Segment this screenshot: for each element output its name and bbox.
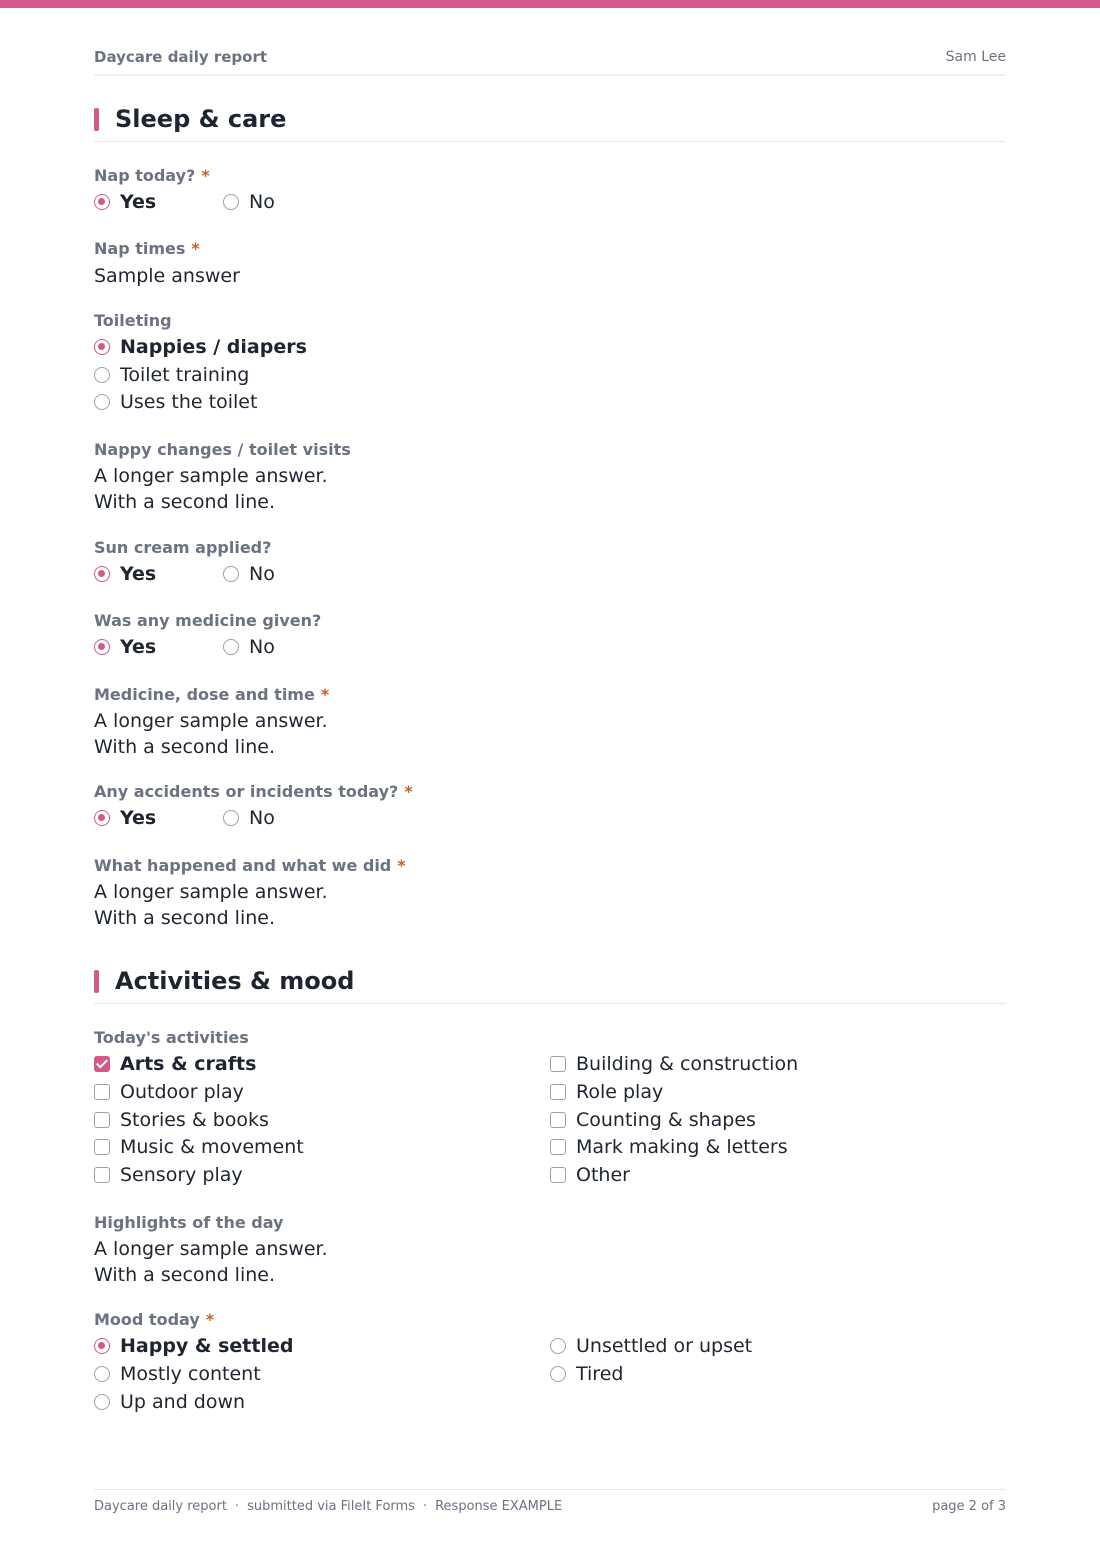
radio-empty-icon [223, 566, 239, 582]
radio-selected-icon [94, 566, 110, 582]
checkbox-empty-icon [550, 1056, 566, 1072]
radio-empty-icon [223, 639, 239, 655]
radio-option-tired[interactable]: Tired [550, 1362, 623, 1386]
radio-option-up-and-down[interactable]: Up and down [94, 1390, 245, 1414]
question-label-highlights: Highlights of the day [94, 1213, 284, 1232]
required-marker: * [201, 166, 210, 185]
page-number: page 2 of 3 [932, 1499, 1006, 1514]
checkbox-empty-icon [550, 1139, 566, 1155]
top-accent-bar [0, 0, 1100, 8]
radio-option-nap-yes[interactable]: Yes [94, 190, 156, 214]
checkbox-empty-icon [550, 1112, 566, 1128]
checkbox-counting-shapes[interactable]: Counting & shapes [550, 1108, 756, 1132]
radio-selected-icon [94, 639, 110, 655]
question-label-sun-cream: Sun cream applied? [94, 538, 272, 557]
section-title: Sleep & care [115, 105, 287, 133]
checkbox-stories-books[interactable]: Stories & books [94, 1108, 269, 1132]
checkbox-outdoor-play[interactable]: Outdoor play [94, 1080, 244, 1104]
answer-highlights-line2: With a second line. [94, 1264, 275, 1286]
page-header [94, 48, 1006, 76]
answer-what-happened-line2: With a second line. [94, 907, 275, 929]
answer-what-happened-line1: A longer sample answer. [94, 881, 328, 903]
page-footer [94, 1489, 1006, 1519]
checkbox-empty-icon [94, 1167, 110, 1183]
footer-separator: · [234, 1499, 240, 1514]
answer-highlights-line1: A longer sample answer. [94, 1238, 328, 1260]
radio-selected-icon [94, 194, 110, 210]
radio-option-sun-cream-no[interactable]: No [223, 562, 275, 586]
radio-option-uses-toilet[interactable]: Uses the toilet [94, 390, 257, 414]
radio-empty-icon [550, 1338, 566, 1354]
checkbox-empty-icon [550, 1167, 566, 1183]
question-label-accidents: Any accidents or incidents today? * [94, 782, 413, 801]
footer-submitted-via: submitted via FileIt Forms [247, 1499, 415, 1514]
radio-option-toilet-training[interactable]: Toilet training [94, 363, 249, 387]
radio-option-medicine-no[interactable]: No [223, 635, 275, 659]
section-accent-bar [94, 970, 99, 993]
footer-info [94, 1499, 562, 1514]
question-label-nap-times: Nap times * [94, 239, 200, 258]
radio-empty-icon [223, 194, 239, 210]
section-header-sleep [94, 102, 1006, 142]
radio-option-accidents-no[interactable]: No [223, 806, 275, 830]
checkbox-empty-icon [94, 1112, 110, 1128]
section-header-activities [94, 964, 1006, 1004]
checkbox-mark-making[interactable]: Mark making & letters [550, 1135, 788, 1159]
radio-option-nappies[interactable]: Nappies / diapers [94, 335, 307, 359]
respondent-name: Sam Lee [945, 49, 1006, 65]
section-accent-bar [94, 108, 99, 131]
required-marker: * [397, 856, 406, 875]
radio-selected-icon [94, 1338, 110, 1354]
radio-selected-icon [94, 810, 110, 826]
checkbox-other[interactable]: Other [550, 1163, 630, 1187]
footer-form-name: Daycare daily report [94, 1499, 227, 1514]
radio-option-accidents-yes[interactable]: Yes [94, 806, 156, 830]
radio-option-nap-no[interactable]: No [223, 190, 275, 214]
radio-option-mostly-content[interactable]: Mostly content [94, 1362, 261, 1386]
required-marker: * [191, 239, 200, 258]
radio-option-medicine-yes[interactable]: Yes [94, 635, 156, 659]
question-label-activities: Today's activities [94, 1028, 249, 1047]
required-marker: * [205, 1310, 215, 1329]
required-marker: * [320, 685, 330, 704]
answer-nappy-changes-line1: A longer sample answer. [94, 465, 328, 487]
question-label-what-happened: What happened and what we did * [94, 856, 406, 875]
radio-empty-icon [94, 1394, 110, 1410]
footer-response: Response EXAMPLE [435, 1499, 563, 1514]
radio-empty-icon [94, 394, 110, 410]
radio-option-unsettled-upset[interactable]: Unsettled or upset [550, 1334, 752, 1358]
radio-selected-icon [94, 339, 110, 355]
radio-empty-icon [550, 1366, 566, 1382]
checkbox-music-movement[interactable]: Music & movement [94, 1135, 304, 1159]
footer-separator: · [422, 1499, 428, 1514]
checkbox-empty-icon [94, 1084, 110, 1100]
answer-nap-times: Sample answer [94, 265, 240, 287]
answer-medicine-line1: A longer sample answer. [94, 710, 328, 732]
question-label-medicine-given: Was any medicine given? [94, 611, 322, 630]
checkbox-checked-icon [94, 1056, 110, 1072]
question-label-nap-today: Nap today? * [94, 166, 210, 185]
answer-nappy-changes-line2: With a second line. [94, 491, 275, 513]
radio-empty-icon [223, 810, 239, 826]
radio-empty-icon [94, 367, 110, 383]
question-label-nappy-changes: Nappy changes / toilet visits [94, 440, 351, 459]
radio-empty-icon [94, 1366, 110, 1382]
checkbox-empty-icon [94, 1139, 110, 1155]
checkbox-empty-icon [550, 1084, 566, 1100]
checkbox-role-play[interactable]: Role play [550, 1080, 663, 1104]
question-label-toileting: Toileting [94, 311, 172, 330]
question-label-medicine-details: Medicine, dose and time * [94, 685, 330, 704]
required-marker: * [404, 782, 413, 801]
answer-medicine-line2: With a second line. [94, 736, 275, 758]
radio-option-sun-cream-yes[interactable]: Yes [94, 562, 156, 586]
question-label-mood: Mood today * [94, 1310, 215, 1329]
section-title: Activities & mood [115, 967, 355, 995]
checkbox-arts-crafts[interactable]: Arts & crafts [94, 1052, 256, 1076]
document-title: Daycare daily report [94, 48, 268, 66]
checkbox-sensory-play[interactable]: Sensory play [94, 1163, 243, 1187]
radio-option-happy-settled[interactable]: Happy & settled [94, 1334, 293, 1358]
checkbox-building-construction[interactable]: Building & construction [550, 1052, 798, 1076]
